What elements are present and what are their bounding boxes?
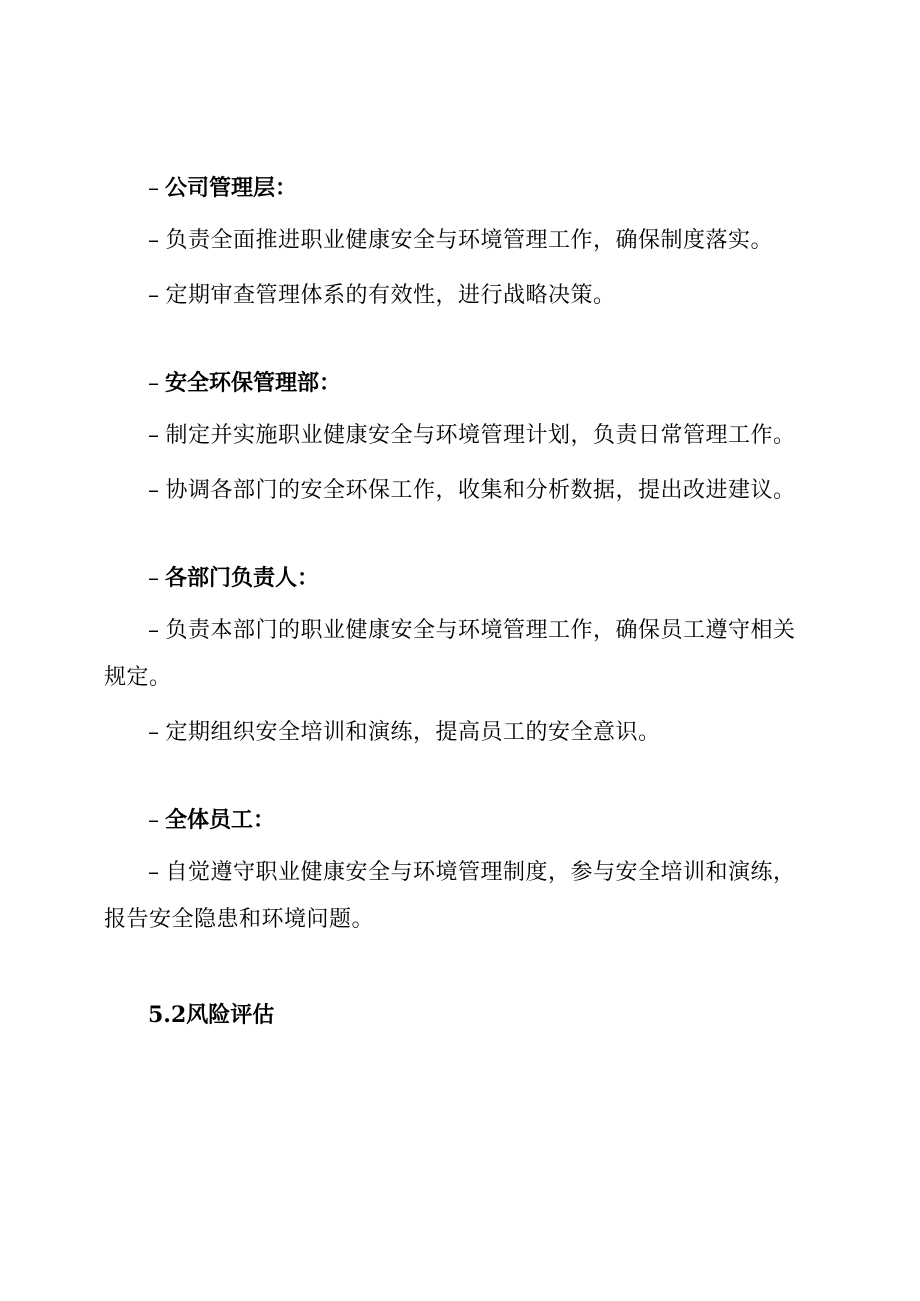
dash-bullet: – [148, 860, 160, 885]
item-text: 制定并实施职业健康安全与环境管理计划，负责日常管理工作。 [165, 423, 796, 448]
list-item [148, 709, 808, 756]
spacer [0, 319, 920, 363]
dash-bullet: – [148, 423, 160, 448]
item-text: 负责本部门的职业健康安全与环境管理工作，确保员工遵守相关规定。 [104, 618, 796, 690]
list-item [104, 467, 804, 514]
spacer [0, 514, 920, 558]
dash-bullet: – [148, 808, 159, 833]
heading-text: 安全环保管理部： [165, 370, 342, 396]
dash-bullet: – [148, 720, 160, 745]
item-text: 负责全面推进职业健康安全与环境管理工作，确保制度落实。 [165, 228, 774, 253]
heading-text: 公司管理层： [165, 175, 298, 201]
section-title-risk-assessment: 5.2风险评估 [148, 1002, 275, 1028]
section-heading [148, 800, 920, 841]
spacer [0, 756, 920, 800]
dash-bullet: – [148, 283, 160, 308]
section-all-staff [0, 800, 920, 943]
list-item [148, 272, 808, 319]
dash-bullet: – [148, 478, 160, 503]
dash-bullet: – [148, 371, 159, 396]
section-department-heads [0, 558, 920, 756]
section-heading [148, 168, 920, 209]
dash-bullet: – [148, 566, 159, 591]
dash-bullet: – [148, 618, 160, 643]
item-text: 定期审查管理体系的有效性，进行战略决策。 [165, 283, 616, 308]
list-item [104, 849, 804, 943]
section-heading [148, 363, 920, 404]
item-text: 协调各部门的安全环保工作，收集和分析数据，提出改进建议。 [165, 478, 796, 503]
section-safety-environment-dept [0, 363, 920, 514]
heading-text: 全体员工： [165, 807, 276, 833]
dash-bullet: – [148, 228, 160, 253]
section-management [0, 168, 920, 319]
item-text: 自觉遵守职业健康安全与环境管理制度，参与安全培训和演练，报告安全隐患和环境问题。 [104, 860, 796, 932]
dash-bullet: – [148, 176, 159, 201]
list-item [148, 217, 808, 264]
heading-text: 各部门负责人： [165, 565, 320, 591]
list-item [104, 607, 804, 701]
section-heading [148, 558, 920, 599]
item-text: 定期组织安全培训和演练，提高员工的安全意识。 [165, 720, 661, 745]
list-item [104, 412, 804, 459]
